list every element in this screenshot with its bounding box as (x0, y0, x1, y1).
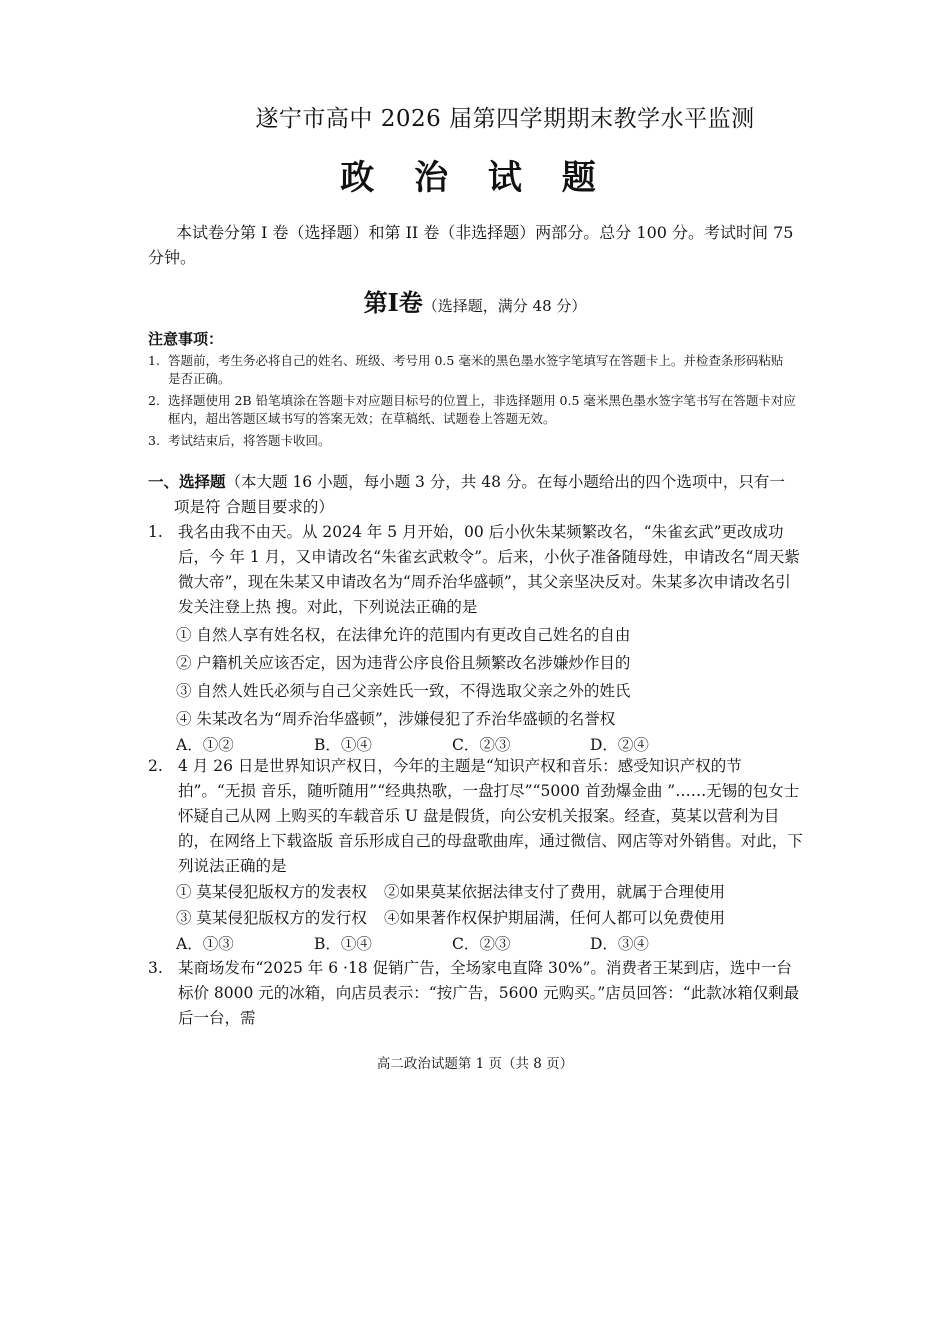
statement-pair (148, 905, 803, 931)
section-heading (148, 470, 798, 520)
notice-item-number: 1. (148, 353, 160, 368)
statement: ③ 莫某侵犯版权方的发行权 (176, 909, 367, 927)
notice-item-number: 2. (148, 393, 160, 408)
question-number: 1. (148, 523, 163, 541)
section-label: 一、选择题 (148, 473, 226, 491)
option-a[interactable]: A．①② (176, 736, 234, 754)
option-d[interactable]: D．③④ (590, 935, 649, 953)
statement: ① 自然人享有姓名权，在法律允许的范围内有更改自己姓名的自由 (176, 626, 631, 644)
exam-title: 遂宁市高中 2026 届第四学期期末教学水平监测 (255, 106, 755, 132)
section-note: （本大题 16 小题，每小题 3 分，共 48 分。在每小题给出的四个选项中，只有一 (225, 473, 785, 491)
option-d[interactable]: D．②④ (590, 736, 649, 754)
part-title-main: 第Ⅰ卷 (363, 288, 423, 317)
page-footer: 高二政治试题第 1 页（共 8 页） (376, 1056, 574, 1072)
question-stem: 我名由我不由天。从 2024 年 5 月开始，00 后小伙朱某频繁改名，“朱雀玄武”更改成功后，今 年 1 月，又申请改名“朱雀玄武敕令”。后来，小伙子准备随母姓，申请改名“周天紫微大帝”，现在朱某又申请改名为“周乔治华盛顿”，其父亲坚决反对。朱某多次申请改名引发关注登上热 搜。对此，下列说法正确的是 (178, 523, 800, 616)
notice-item (148, 432, 798, 450)
subject-title: 政 治 试 题 (340, 158, 610, 198)
statement: ④如果著作权保护期届满，任何人都可以免费使用 (384, 909, 726, 927)
part-title (0, 283, 950, 318)
notice-item-number: 3. (148, 433, 160, 448)
notice-item-text: 考试结束后，将答题卡收回。 (168, 433, 331, 448)
question-stem: 4 月 26 日是世界知识产权日，今年的主题是“知识产权和音乐：感受知识产权的节拍”。“无损 音乐，随听随用”“经典热歌，一盘打尽”“5000 首劲爆金曲 ”……无锡的包女士怀疑自己从网 上购买的车载音乐 U 盘是假货，向公安机关报案。经查，莫某以营利为目的，在网络上下载盗版 音乐形成自己的母盘歌曲库，通过微信、网店等对外销售。对此，下列说法正确的是 (178, 757, 803, 875)
answer-options (148, 931, 803, 957)
question-1 (148, 520, 803, 758)
notice-item-text: 选择题使用 2B 铅笔填涂在答题卡对应题目标号的位置上，非选择题用 0.5 毫米黑色墨水签字笔书写在答题卡对应 框内，超出答题区域书写的答案无效；在草稿纸、试题卷上答题无效。 (168, 393, 796, 426)
question-2 (148, 754, 803, 957)
option-a[interactable]: A．①③ (176, 935, 234, 953)
statement: ③ 自然人姓氏必须与自己父亲姓氏一致，不得选取父亲之外的姓氏 (176, 682, 631, 700)
statement: ②如果莫某依据法律支付了费用，就属于合理使用 (384, 883, 726, 901)
notice-list (148, 352, 798, 454)
section-note-continued: 项是符 合题目要求的） (174, 498, 334, 516)
question-stem: 某商场发布“2025 年 6 ·18 促销广告，全场家电直降 30%”。消费者王某到店，选中一台标价 8000 元的冰箱，向店员表示：“按广告，5600 元购买。”店员回答：“此款冰箱仅剩最后一台，需 (178, 959, 800, 1027)
option-b[interactable]: B．①④ (314, 935, 372, 953)
option-b[interactable]: B．①④ (314, 736, 372, 754)
option-c[interactable]: C．②③ (452, 736, 511, 754)
question-number: 3. (148, 959, 163, 977)
question-number: 2. (148, 757, 163, 775)
option-c[interactable]: C．②③ (452, 935, 511, 953)
question-3 (148, 956, 803, 1031)
notice-item (148, 352, 798, 388)
statement: ① 莫某侵犯版权方的发表权 (176, 883, 367, 901)
statement: ④ 朱某改名为“周乔治华盛顿”，涉嫌侵犯了乔治华盛顿的名誉权 (176, 710, 616, 728)
intro-paragraph: 本试卷分第 I 卷（选择题）和第 II 卷（非选择题）两部分。总分 100 分。考试时间 75 分钟。 (148, 223, 794, 267)
notice-heading: 注意事项： (148, 330, 224, 348)
notice-item (148, 392, 798, 428)
notice-item-text: 答题前，考生务必将自己的姓名、班级、考号用 0.5 毫米的黑色墨水签字笔填写在答题卡上。并检查条形码粘贴 是否正确。 (168, 353, 784, 386)
statement: ② 户籍机关应该否定，因为违背公序良俗且频繁改名涉嫌炒作目的 (176, 654, 631, 672)
statement-pair (148, 879, 803, 905)
part-title-subtitle: （选择题，满分 48 分） (422, 297, 587, 315)
